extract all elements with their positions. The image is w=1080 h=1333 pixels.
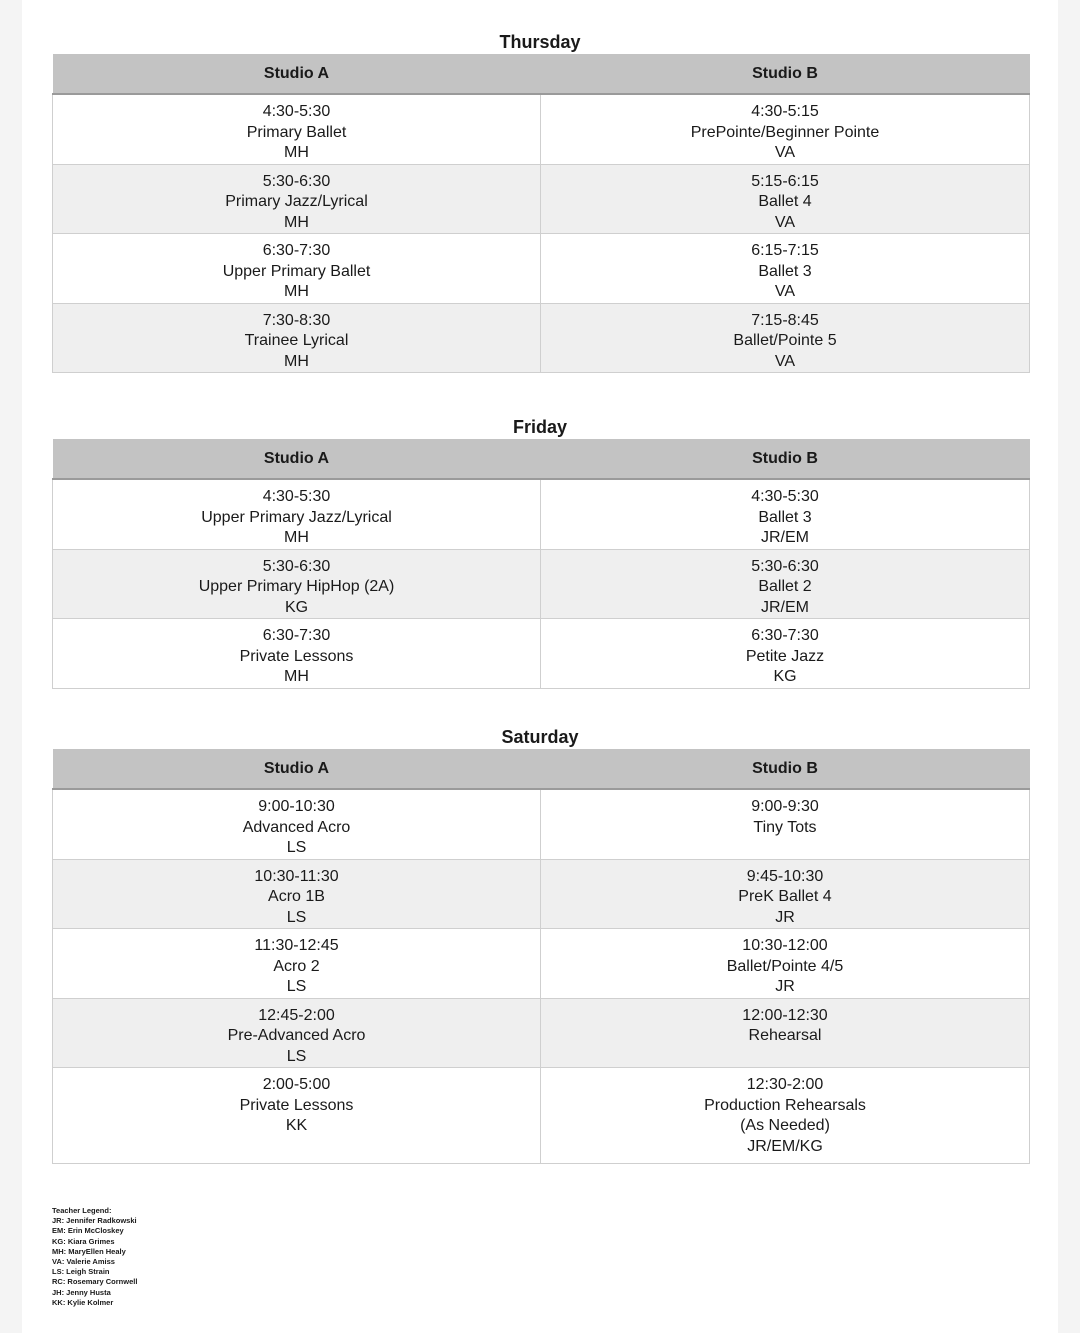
class-name: Pre-Advanced Acro	[227, 1027, 366, 1044]
studio-a-class-cell	[53, 549, 541, 619]
class-name: PrePointe/Beginner Pointe	[690, 123, 880, 141]
saturday-schedule-table	[52, 749, 1030, 1164]
class-name: Tiny Tots	[753, 818, 817, 836]
class-time: 9:00-10:30	[258, 798, 335, 815]
class-teacher: KG	[773, 668, 797, 685]
class-teacher: KK	[285, 1117, 308, 1134]
class-name: Ballet/Pointe 5	[733, 332, 837, 349]
studio-b-class-cell	[541, 859, 1030, 929]
studio-b-class-cell	[541, 94, 1030, 164]
studio-b-class-cell	[541, 1068, 1030, 1164]
column-header-studio-b: Studio B	[541, 749, 1030, 789]
class-time: 12:30-2:00	[746, 1076, 824, 1093]
schedule-row	[53, 94, 1030, 164]
schedule-row	[53, 164, 1030, 234]
class-teacher: LS	[286, 908, 307, 926]
class-time: 4:30-5:15	[751, 103, 819, 120]
class-name: Private Lessons	[239, 1096, 354, 1114]
schedule-row	[53, 549, 1030, 619]
class-teacher: KG	[284, 598, 309, 616]
class-name: Acro 2	[273, 957, 320, 975]
studio-b-class-cell	[541, 234, 1030, 304]
class-name: Ballet 2	[758, 578, 812, 595]
class-time: 7:15-8:45	[751, 311, 819, 329]
class-name: Primary Ballet	[246, 123, 347, 141]
legend-title: Teacher Legend:	[52, 1206, 112, 1215]
studio-b-class-cell	[541, 164, 1030, 234]
class-time: 10:30-12:00	[742, 937, 828, 954]
studio-b-class-cell	[541, 303, 1030, 373]
class-teacher: MH	[284, 529, 309, 546]
class-teacher: LS	[286, 1047, 307, 1065]
class-time: 5:30-6:30	[262, 172, 331, 190]
legend-entry: KK: Kylie Kolmer	[52, 1297, 114, 1307]
column-header-studio-a: Studio A	[53, 54, 541, 94]
class-time: 2:00-5:00	[262, 1076, 331, 1093]
class-name: Advanced Acro	[242, 818, 351, 836]
class-teacher: MH	[284, 213, 309, 231]
class-teacher: JR	[775, 978, 795, 995]
class-time: 6:15-7:15	[751, 242, 819, 259]
class-teacher: JR	[775, 908, 795, 926]
legend-entry: KG: Kiara Grimes	[52, 1236, 115, 1246]
schedule-row	[53, 789, 1030, 859]
schedule-row	[53, 619, 1030, 689]
class-time: 6:30-7:30	[262, 242, 331, 259]
class-name: Ballet/Pointe 4/5	[726, 957, 844, 975]
studio-b-class-cell	[541, 998, 1030, 1068]
class-time: 5:30-6:30	[262, 557, 331, 575]
schedule-row	[53, 859, 1030, 929]
class-time: 5:15-6:15	[751, 172, 819, 190]
schedule-row	[53, 998, 1030, 1068]
studio-a-class-cell	[53, 789, 541, 859]
class-time: 10:30-11:30	[254, 867, 339, 885]
class-name: Production Rehearsals	[704, 1096, 866, 1114]
studio-b-class-cell	[541, 929, 1030, 999]
class-teacher: LS	[286, 978, 307, 995]
class-time: 6:30-7:30	[751, 627, 819, 644]
legend-entry: JH: Jenny Husta	[52, 1287, 111, 1297]
class-name: PreK Ballet 4	[738, 888, 832, 905]
class-time: 4:30-5:30	[751, 488, 819, 505]
legend-entry: VA: Valerie Amiss	[52, 1257, 115, 1267]
schedule-row	[53, 929, 1030, 999]
class-name: Private Lessons	[239, 647, 354, 665]
class-name: Petite Jazz	[745, 647, 825, 665]
studio-a-class-cell	[53, 859, 541, 929]
class-teacher: LS	[286, 839, 307, 856]
studio-a-class-cell	[53, 164, 541, 234]
class-time: 4:30-5:30	[262, 103, 331, 120]
class-time: 7:30-8:30	[262, 311, 331, 329]
class-name: Upper Primary Jazz/Lyrical	[201, 508, 392, 526]
schedule-row	[53, 234, 1030, 304]
class-time: 6:30-7:30	[262, 627, 331, 644]
day-title-thursday: Thursday	[499, 32, 581, 52]
class-teacher: JR/EM	[761, 529, 809, 546]
class-name: Acro 1B	[268, 888, 325, 905]
day-title-friday: Friday	[512, 417, 568, 437]
class-time: 9:00-9:30	[751, 798, 819, 815]
legend-entry: JR: Jennifer Radkowski	[52, 1216, 137, 1226]
class-teacher: MH	[284, 144, 309, 161]
header-row	[53, 749, 1030, 789]
class-name: Primary Jazz/Lyrical	[225, 193, 368, 210]
class-name: Ballet 4	[758, 193, 812, 210]
schedule-row	[53, 1068, 1030, 1164]
legend-entry: RC: Rosemary Cornwell	[52, 1277, 138, 1287]
studio-a-class-cell	[53, 929, 541, 999]
column-header-studio-a: Studio A	[53, 439, 541, 479]
studio-a-class-cell	[53, 998, 541, 1068]
day-title-saturday: Saturday	[501, 727, 579, 747]
studio-a-class-cell	[53, 479, 541, 549]
studio-a-class-cell	[53, 234, 541, 304]
legend-entry: LS: Leigh Strain	[52, 1267, 110, 1277]
studio-a-class-cell	[53, 1068, 541, 1164]
class-name: Rehearsal	[748, 1027, 822, 1044]
studio-a-class-cell	[53, 94, 541, 164]
studio-b-class-cell	[541, 789, 1030, 859]
class-name: Upper Primary Ballet	[222, 262, 371, 280]
legend-entry: MH: MaryEllen Healy	[52, 1246, 126, 1256]
friday-schedule-table	[52, 439, 1030, 689]
class-name: (As Needed)	[740, 1117, 830, 1134]
teacher-legend	[52, 1206, 137, 1308]
class-teacher: VA	[774, 144, 796, 161]
class-teacher: MH	[284, 668, 309, 685]
class-name: Ballet 3	[758, 262, 812, 280]
class-teacher: MH	[284, 352, 309, 370]
class-teacher: JR/EM	[761, 598, 809, 616]
class-name: Upper Primary HipHop (2A)	[198, 578, 395, 595]
class-teacher: VA	[774, 283, 796, 300]
studio-a-class-cell	[53, 303, 541, 373]
header-row	[53, 439, 1030, 479]
class-name: Trainee Lyrical	[244, 332, 349, 349]
class-teacher: VA	[774, 213, 796, 231]
studio-b-class-cell	[541, 479, 1030, 549]
legend-entry: EM: Erin McCloskey	[52, 1226, 124, 1236]
class-time: 5:30-6:30	[751, 557, 819, 575]
schedule-row	[53, 303, 1030, 373]
class-teacher: VA	[774, 352, 796, 370]
class-teacher: MH	[284, 283, 309, 300]
schedule-row	[53, 479, 1030, 549]
column-header-studio-b: Studio B	[541, 54, 1030, 94]
class-time: 11:30-12:45	[254, 937, 339, 954]
class-time: 9:45-10:30	[746, 867, 824, 885]
studio-b-class-cell	[541, 619, 1030, 689]
header-row	[53, 54, 1030, 94]
class-teacher: JR/EM/KG	[747, 1137, 823, 1155]
column-header-studio-b: Studio B	[541, 439, 1030, 479]
class-name: Ballet 3	[758, 508, 812, 526]
class-time: 4:30-5:30	[262, 488, 331, 505]
class-time: 12:45-2:00	[258, 1006, 335, 1024]
studio-b-class-cell	[541, 549, 1030, 619]
class-time: 12:00-12:30	[742, 1006, 828, 1024]
studio-a-class-cell	[53, 619, 541, 689]
thursday-schedule-table	[52, 54, 1030, 373]
column-header-studio-a: Studio A	[53, 749, 541, 789]
